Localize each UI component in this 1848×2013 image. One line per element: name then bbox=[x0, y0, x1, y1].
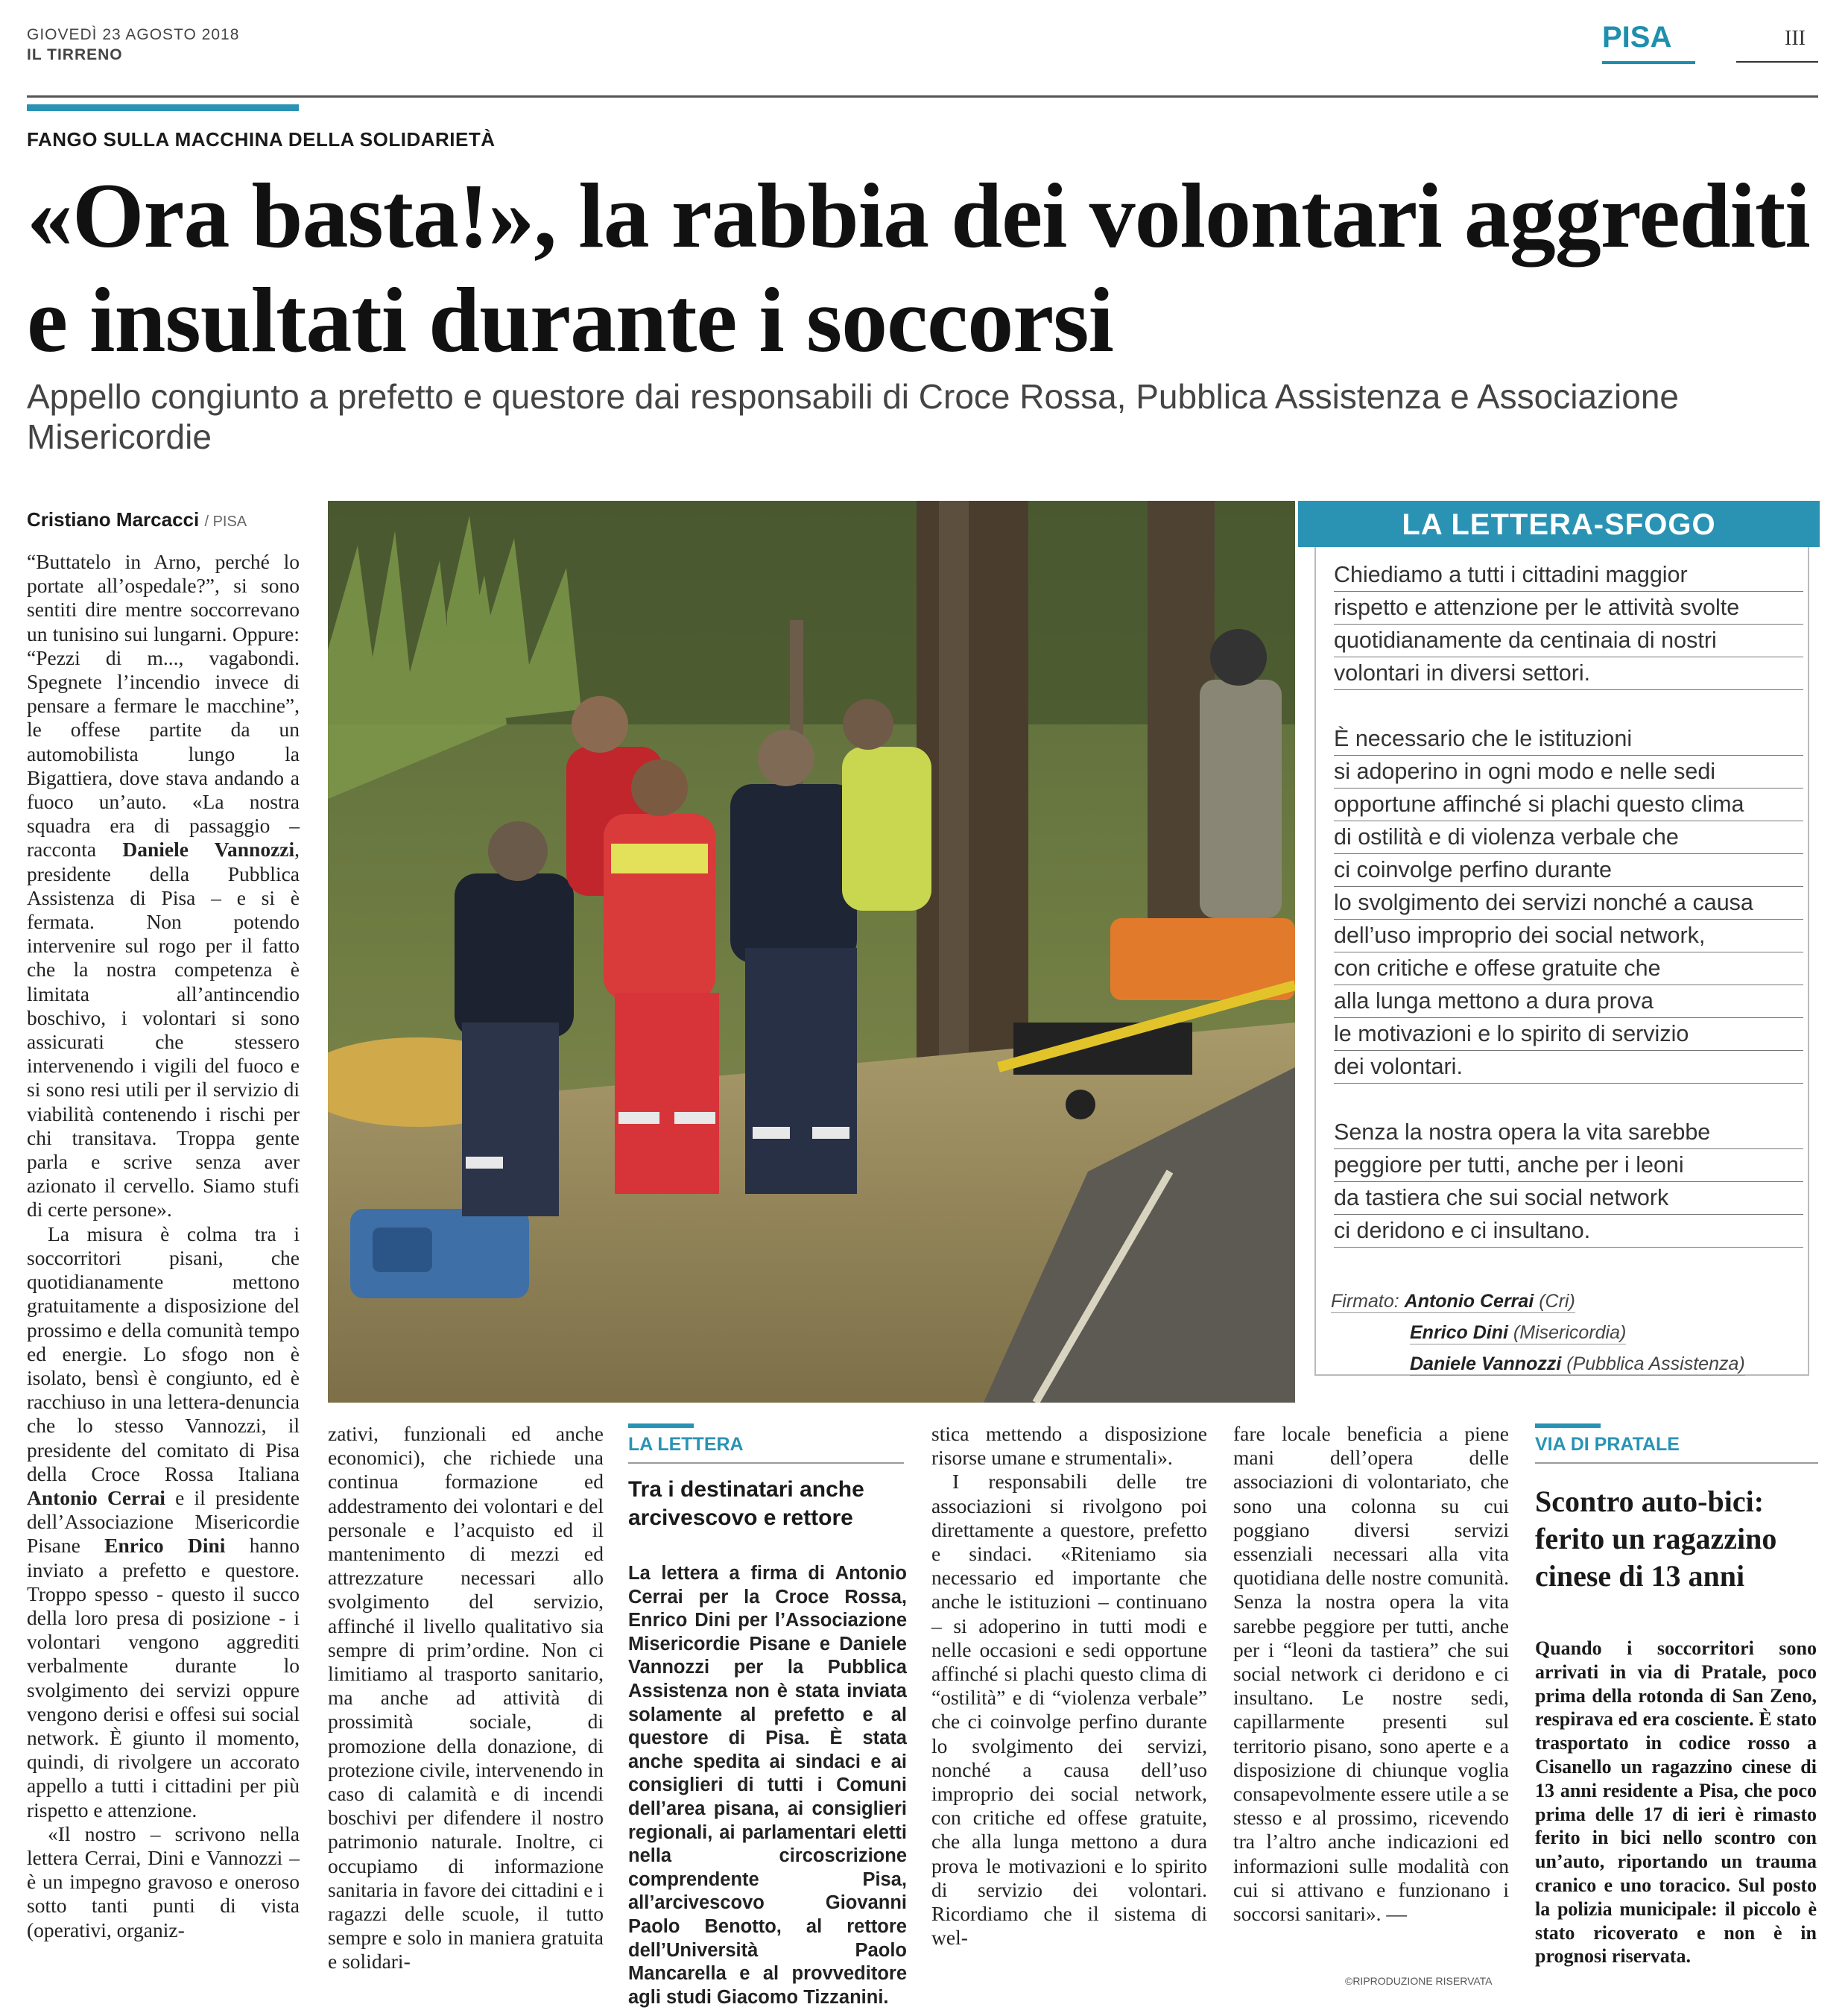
sidebar-pratale-rule bbox=[1535, 1462, 1818, 1464]
letter-line: rispetto e attenzione per le attività svolte bbox=[1334, 592, 1803, 625]
letter-box bbox=[1298, 501, 1820, 1403]
letter-title: LA LETTERA-SFOGO bbox=[1402, 508, 1716, 541]
letter-line: di ostilità e di violenza verbale che bbox=[1334, 821, 1803, 854]
sidebar-pratale-headline: Scontro auto-bici: ferito un ragazzino cinese di 13 anni bbox=[1535, 1485, 1777, 1593]
section-name: PISA bbox=[1602, 21, 1672, 54]
section-underline bbox=[1602, 61, 1695, 64]
subheadline: Appello congiunto a prefetto e questore dai responsabili di Croce Rossa, Pubblica Assistenza e Associazione Misericordie bbox=[27, 377, 1680, 456]
sidebar-letter-label: LA LETTERA bbox=[628, 1434, 744, 1455]
letter-line: È necessario che le istituzioni bbox=[1334, 723, 1803, 756]
article-column-5: fare locale beneficia a piene mani dell’opera delle associazioni di volontariato, che sono una colonna su cui poggiano diversi servizi essenziali necessari alla vita quotidiana delle nostre comunità. Senza la nostra opera la vita sarebbe peggiore per tutti, anche per i “leoni da tastiera” che sui social network ci deridono e ci insultano. Le nostre sedi, capillarmente presenti sul territorio pisano, sono aperte e a disposizione di chiunque voglia consapevolmente essere utile a se stesso e al prossimo, ricevendo tra l’altro anche indicazioni ed informazioni sulle modalità con cui si attivano e funzionano i soccorsi sanitari». — bbox=[1233, 1422, 1509, 1926]
letter-line: peggiore per tutti, anche per i leoni bbox=[1334, 1149, 1803, 1182]
letter-line: volontari in diversi settori. bbox=[1334, 657, 1803, 690]
page-number: III bbox=[1785, 27, 1806, 50]
paragraph: «Il nostro – scrivono nella lettera Cerrai, Dini e Vannozzi – è un impegno gravoso e oneroso sotto tanti punti di vista (operativi, organiz- bbox=[27, 1821, 300, 1941]
edition-date: GIOVEDÌ 23 AGOSTO 2018 bbox=[27, 26, 240, 43]
rescue-scene-photo bbox=[328, 501, 1295, 1403]
header-rule bbox=[27, 95, 1818, 98]
letter-line: le motivazioni e lo spirito di servizio bbox=[1334, 1018, 1803, 1051]
sidebar-pratale-label: VIA DI PRATALE bbox=[1535, 1434, 1680, 1455]
paragraph: “Buttatelo in Arno, perché lo portate all’ospedale?”, si sono sentiti dire mentre soccorrevano un tunisino sui lungarni. Oppure: “Pezzi di m..., vagabondi. Spegnete l’incendio invece di pensare a fermare le macchine”, le offese partite da un automobilista lungo la Bigattiera, dove stava andando a fuoco un’auto. «La nostra squadra era di passaggio – racconta Daniele Vannozzi, presidente della Pubblica Assistenza di Pisa – e si è fermata. Non potendo intervenire sul rogo per il fatto che la nostra competenza è limitata all’antincendio boschivo, i volontari si sono assicurati che stessero intervenendo i vigili del fuoco e si sono resi utili per il servizio di viabilità contenendo i rischi per chi transitava. Troppa gente parla e scrive senza aver azionato il cervello. Siamo stufi di certe persone». bbox=[27, 550, 300, 1222]
letter-line: dei volontari. bbox=[1334, 1051, 1803, 1084]
kicker-accent-bar bbox=[27, 104, 299, 111]
sidebar-letter-rule bbox=[628, 1462, 904, 1464]
kicker: FANGO SULLA MACCHINA DELLA SOLIDARIETÀ bbox=[27, 128, 496, 151]
letter-signature: Daniele Vannozzi (Pubblica Assistenza) bbox=[1410, 1353, 1745, 1374]
letter-signature: Firmato: Antonio Cerrai (Cri) bbox=[1331, 1291, 1575, 1312]
letter-line: quotidianamente da centinaia di nostri bbox=[1334, 625, 1803, 657]
sidebar-letter-accent bbox=[628, 1423, 694, 1428]
letter-line: da tastiera che sui social network bbox=[1334, 1182, 1803, 1215]
letter-line: ci deridono e ci insultano. bbox=[1334, 1215, 1803, 1248]
letter-line: si adoperino in ogni modo e nelle sedi bbox=[1334, 756, 1803, 789]
author-name: Cristiano Marcacci bbox=[27, 508, 200, 531]
letter-line: con critiche e offese gratuite che bbox=[1334, 952, 1803, 985]
letter-line: alla lunga mettono a dura prova bbox=[1334, 985, 1803, 1018]
copyright-notice: ©RIPRODUZIONE RISERVATA bbox=[1345, 1975, 1493, 1987]
newspaper-name: IL TIRRENO bbox=[27, 46, 123, 63]
page-number-rule bbox=[1736, 61, 1818, 63]
article-column-4: stica mettendo a disposizione risorse umane e strumentali». I responsabili delle tre associazioni si rivolgono poi direttamente a questore, prefetto e sindaci. «Riteniamo sia necessario ed importante che anche le istituzioni – continuano – si adoperino in tutti modi e nelle occasioni e sedi opportune affinché si plachi questo clima di “ostilità” e di “violenza verbale” che ci coinvolge perfino durante lo svolgimento dei servizi, nonché a causa dell’uso improprio dei social network, con critiche ed offese gratuite, che alla lunga mettono a dura prova le motivazioni e lo spirito di servizio dei volontari. Ricordiamo che il sistema di wel- bbox=[931, 1422, 1207, 1950]
article-column-2: zativi, funzionali ed anche economici), che richiede una continua formazione ed addestramento dei volontari e del personale e l’acquisto ed il mantenimento di mezzi ed attrezzature necessari allo svolgimento del servizio, affinché il livello qualitativo sia sempre di prim’ordine. Non ci limitiamo al trasporto sanitario, ma anche ad attività di prossimità sociale, di promozione della donazione, di protezione civile, intervenendo in caso di calamità e di incendi boschivi per difendere il nostro patrimonio naturale. Inoltre, ci occupiamo di informazione sanitaria in favore dei cittadini e i ragazzi delle scuole, il tutto sempre e solo in maniera gratuita e solidari- bbox=[328, 1422, 604, 1974]
sidebar-letter-body: La lettera a firma di Antonio Cerrai per la Croce Rossa, Enrico Dini per l’Associazione Misericordie Pisane e Daniele Vannozzi per la Pubblica Assistenza non è stata inviata solamente al prefetto e al questore di Pisa. È stata anche spedita ai sindaci e ai consiglieri di tutti i Comuni dell’area pisana, ai consiglieri regionali, ai parlamentari eletti nella circoscrizione comprendente Pisa, all’arcivescovo Giovanni Paolo Benotto, al rettore dell’Università Paolo Mancarella e al provveditore agli studi Giacomo Tizzanini. bbox=[628, 1563, 907, 2008]
letter-line: Senza la nostra opera la vita sarebbe bbox=[1334, 1116, 1803, 1149]
sidebar-pratale-accent bbox=[1535, 1423, 1601, 1428]
letter-line: opportune affinché si plachi questo clima bbox=[1334, 789, 1803, 821]
article-column-1 bbox=[27, 550, 300, 1942]
headline: «Ora basta!», la rabbia dei volontari aggrediti e insultati durante i soccorsi bbox=[27, 165, 1810, 371]
sidebar-pratale-body: Quando i soccorritori sono arrivati in via di Pratale, poco prima della rotonda di San Zeno, respirava ed era cosciente. È stato trasportato in codice rosso a Cisanello un ragazzino cinese di 13 anni residente a Pisa, che poco prima delle 17 di ieri è rimasto ferito in bici nello scontro con un’auto, riportando un trauma cranico e uno toracico. Sul posto la polizia municipale: il piccolo è stato ricoverato e non è in prognosi riservata. bbox=[1535, 1637, 1817, 1968]
letter-line: lo svolgimento dei servizi nonché a causa bbox=[1334, 887, 1803, 920]
letter-signature: Enrico Dini (Misericordia) bbox=[1410, 1322, 1627, 1343]
paragraph: La misura è colma tra i soccorritori pisani, che quotidianamente mettono gratuitamente a disposizione del prossimo e della comunità tempo ed energie. Lo sfogo non è isolato, bensì è congiunto, ed è racchiuso in una lettera-denuncia che lo stesso Vannozzi, il presidente del comitato di Pisa della Croce Rossa Italiana Antonio Cerrai e il presidente dell’Associazione Misericordie Pisane Enrico Dini hanno inviato a prefetto e questore. Troppo spesso - questo il succo della loro presa di posizione - i volontari vengono aggrediti verbalmente durante lo svolgimento dei servizi oppure vengono derisi e offesi sui social network. È giunto il momento, quindi, di rivolgere un accorato appello a tutti i cittadini per più rispetto e attenzione. bbox=[27, 1222, 300, 1821]
letter-line: ci coinvolge perfino durante bbox=[1334, 854, 1803, 887]
byline bbox=[27, 508, 247, 531]
letter-line: Chiediamo a tutti i cittadini maggior bbox=[1334, 559, 1803, 592]
author-location: / PISA bbox=[204, 513, 247, 530]
letter-line: dell’uso improprio dei social network, bbox=[1334, 920, 1803, 952]
sidebar-letter-headline: Tra i destinatari anche arcivescovo e rettore bbox=[628, 1477, 864, 1530]
